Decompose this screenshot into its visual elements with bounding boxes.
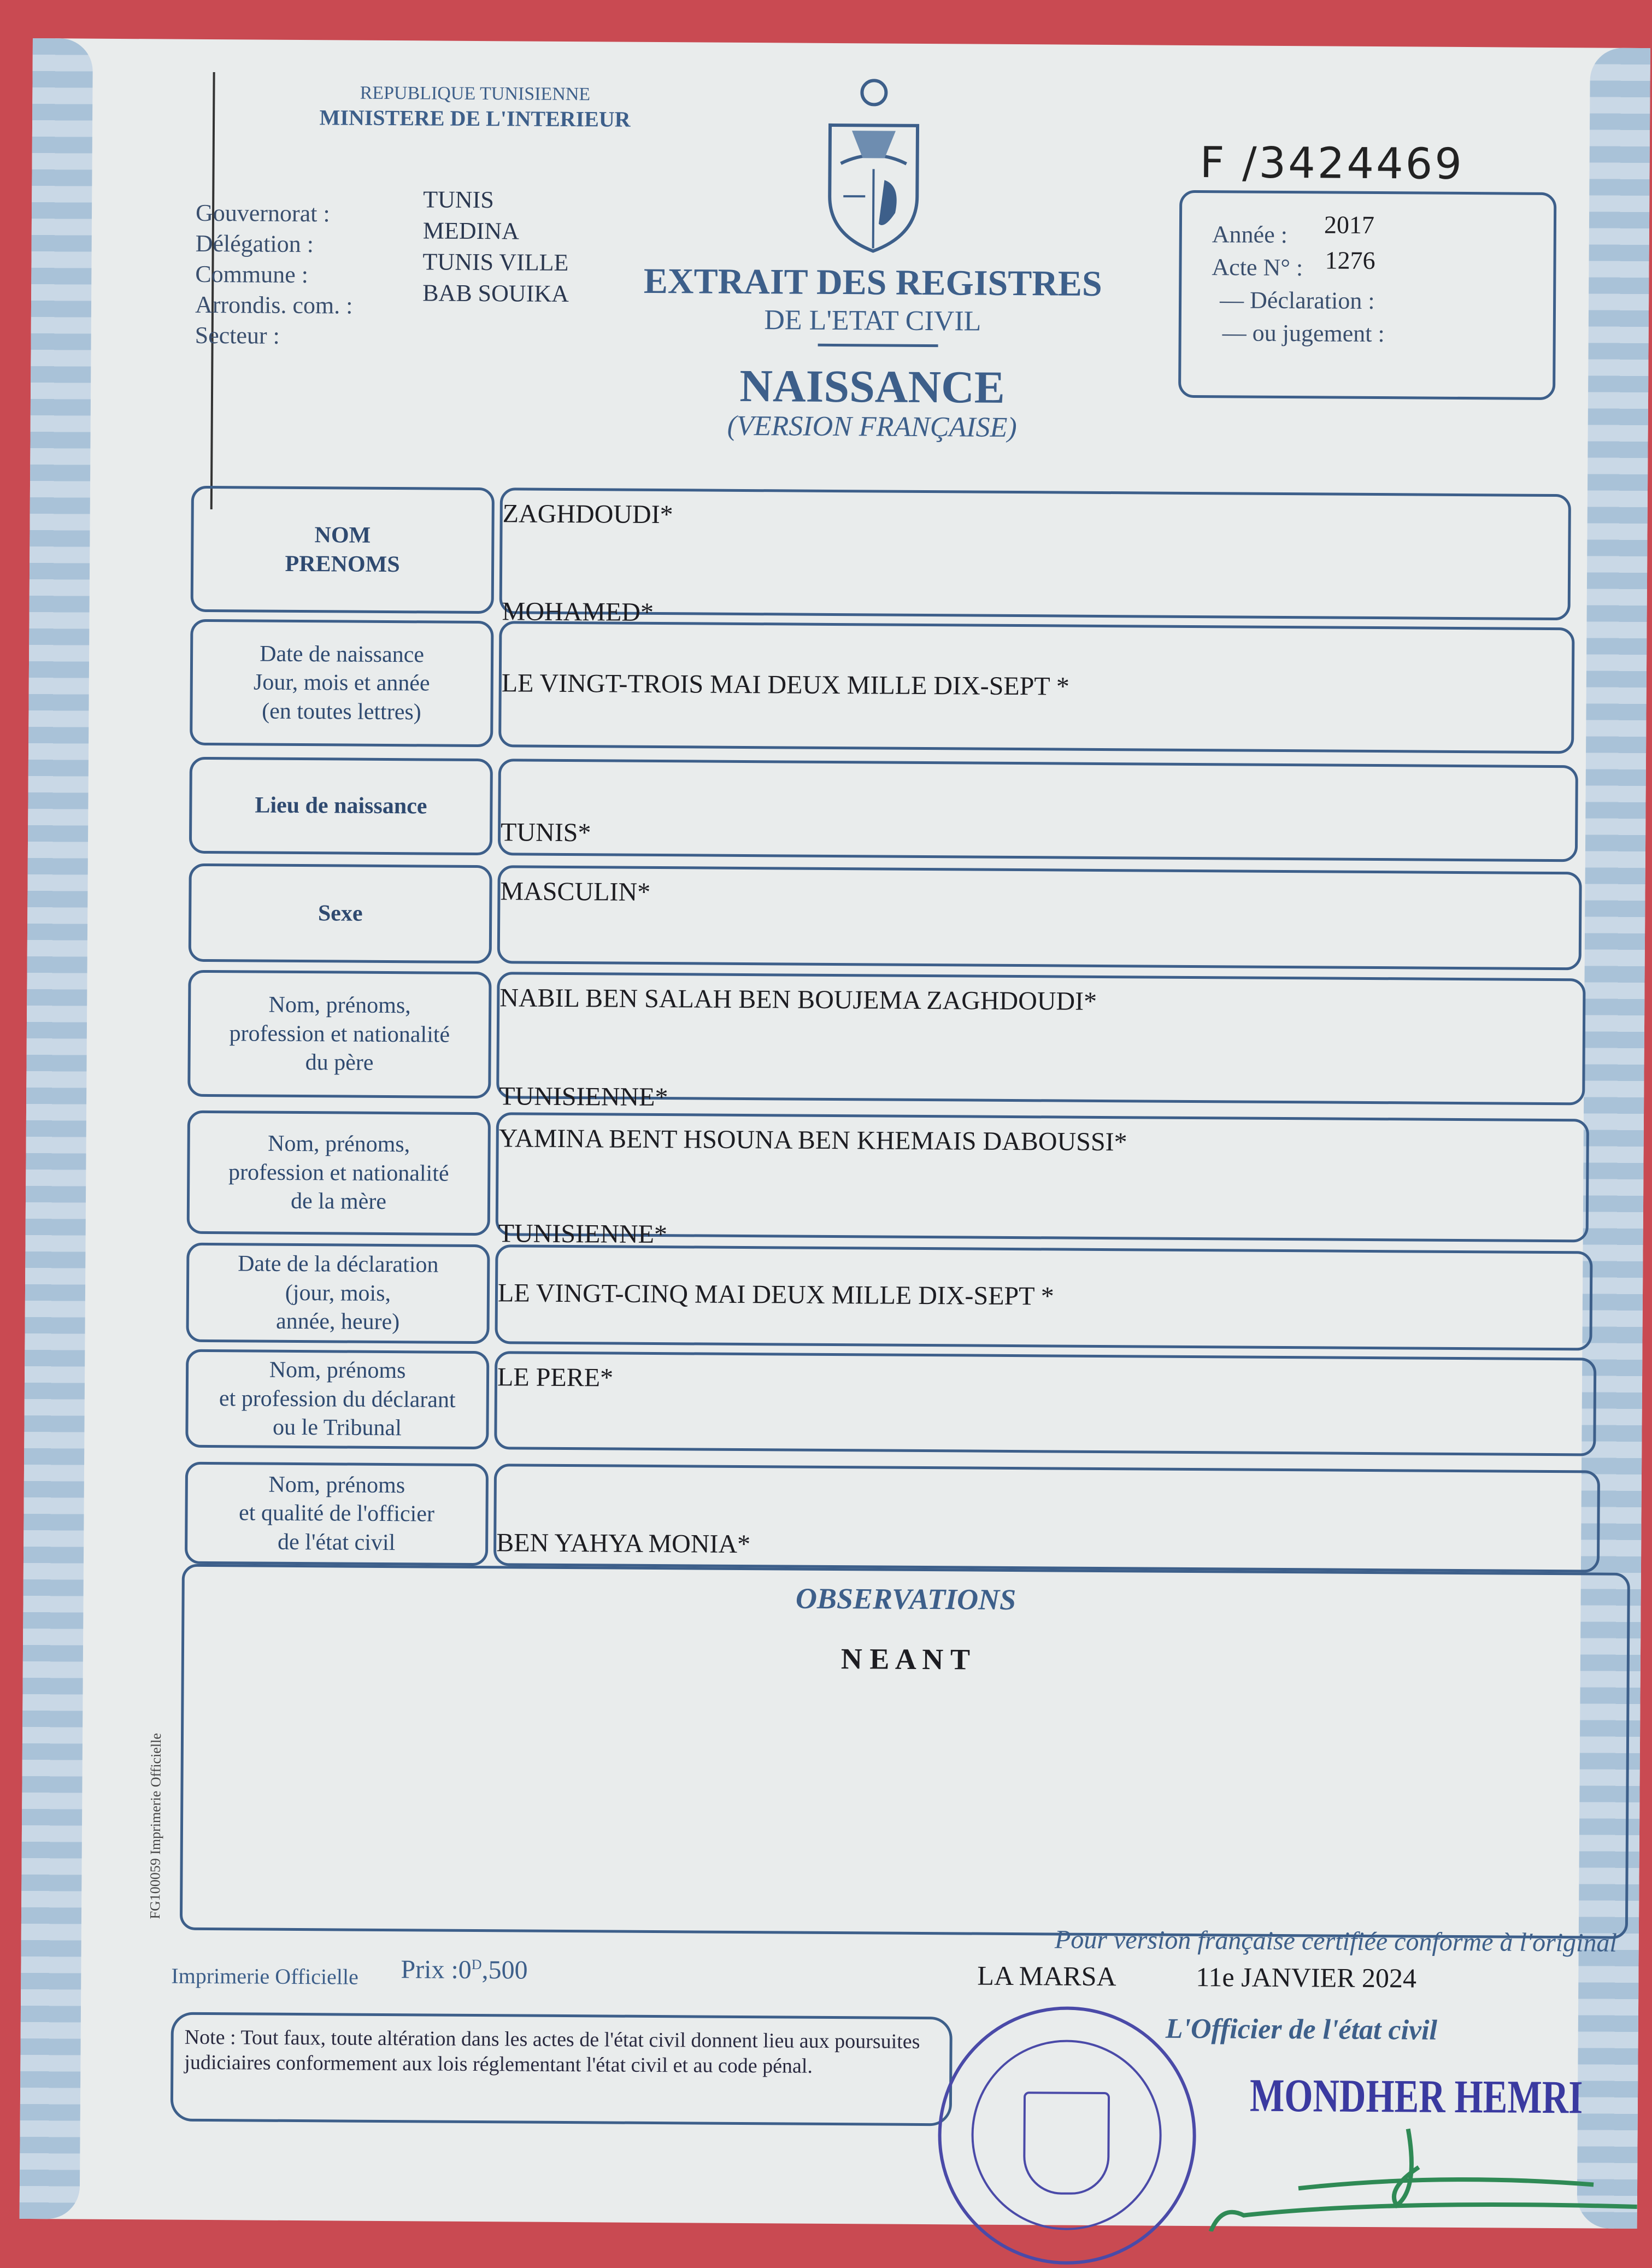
row-value-box [494,1351,1596,1456]
annee-label: Année : [1212,220,1287,249]
serial-number: F /3424469 [1200,138,1464,189]
label-commune: Commune : [195,259,353,291]
issue-date: 11e JANVIER 2024 [1196,1961,1416,1994]
row-value: MASCULIN* [500,876,650,907]
printer-text: Imprimerie Officielle [171,1963,358,1990]
officer-name: MONDHER HEMRI [1250,2068,1583,2125]
row-value-secondary: TUNISIENNE* [498,1218,667,1249]
stamp-emblem-icon [1023,2091,1110,2195]
birth-certificate [20,38,1650,2229]
row-label: Sexe [189,863,492,963]
admin-labels [195,198,354,352]
row-label: Nom, prénoms et profession du déclarant ou le Tribunal [185,1349,489,1449]
observations-value: N E A N T [184,1638,1627,1681]
label-delegation: Délégation : [196,228,354,260]
row-value-secondary: MOHAMED* [502,596,654,627]
observations-box [180,1564,1630,1939]
row-label: Nom, prénoms, profession et nationalité de la mère [187,1111,491,1236]
price [401,1954,527,1985]
price-label: Prix :0 [401,1955,472,1984]
title-extrait: EXTRAIT DES REGISTRES [599,260,1146,305]
row-label: NOM PRENOMS [191,486,495,614]
officer-title: L'Officier de l'état civil [1166,2013,1438,2047]
jugement-label: — ou jugement : [1222,319,1385,348]
row-value-box [497,865,1582,970]
value-gouvernorat: TUNIS [423,184,569,216]
acte-value: 1276 [1325,245,1375,275]
stamp-text: ​ [985,2022,997,2044]
guilloche-border-left [20,38,93,2219]
ministry-heading: MINISTERE DE L'INTERIEUR [278,104,672,132]
row-value-secondary: TUNISIENNE* [499,1081,668,1112]
row-value: LE VINGT-CINQ MAI DEUX MILLE DIX-SEPT * [498,1278,1054,1311]
note-box [171,2012,953,2126]
row-value: NABIL BEN SALAH BEN BOUJEMA ZAGHDOUDI* [499,983,1097,1017]
row-value: YAMINA BENT HSOUNA BEN KHEMAIS DABOUSSI* [499,1123,1127,1157]
tunisia-coat-of-arms-emblem [819,76,929,257]
value-commune: TUNIS VILLE [422,246,569,278]
row-value-box [498,759,1578,862]
label-secteur: Secteur : [195,320,353,352]
row-label: Nom, prénoms, profession et nationalité du père [187,970,491,1098]
annee-value: 2017 [1324,210,1374,239]
acte-box [1178,190,1556,400]
admin-values [422,184,569,309]
row-label: Lieu de naissance [189,757,493,855]
declaration-label: — Déclaration : [1220,286,1375,315]
place: LA MARSA [977,1960,1116,1993]
price-unit: D [472,1956,482,1972]
legal-note: Note : Tout faux, toute altération dans les actes de l'état civil donnent lieu aux poursuites judiciaires conformement aux lois réglementant l'état civil et au code pénal. [184,2025,939,2079]
label-gouvernorat: Gouvernorat : [196,198,354,230]
acte-label: Acte N° : [1212,253,1303,281]
side-print-code: FG100059 Imprimerie Officielle [147,1733,164,1919]
row-value: TUNIS* [501,817,591,848]
title-etat-civil: DE L'ETAT CIVIL [599,303,1146,338]
row-label: Date de la déclaration (jour, mois, année, heure) [186,1243,490,1344]
certified-text: Pour version française certifiée conforme à l'original [1055,1924,1617,1958]
row-label: Date de naissance Jour, mois et année (en toutes lettres) [190,619,493,747]
observations-title: OBSERVATIONS [184,1578,1627,1620]
row-value: LE PERE* [497,1362,613,1392]
row-label: Nom, prénoms et qualité de l'officier de l'état civil [185,1462,489,1566]
row-value: LE VINGT-TROIS MAI DEUX MILLE DIX-SEPT * [502,668,1069,701]
republic-heading: REPUBLIQUE TUNISIENNE [322,83,628,105]
row-value: BEN YAHYA MONIA* [496,1527,750,1559]
title-naissance: NAISSANCE [599,359,1146,415]
title-version: (VERSION FRANÇAISE) [599,409,1145,444]
handwritten-signature [1113,2122,1638,2234]
value-delegation: MEDINA [423,215,569,247]
label-arrondissement: Arrondis. com. : [195,290,353,321]
price-value: ,500 [481,1955,527,1985]
row-value: ZAGHDOUDI* [503,498,673,530]
record-table [33,38,1650,48]
title-divider [818,344,938,347]
value-arrondissement: BAB SOUIKA [422,277,569,309]
